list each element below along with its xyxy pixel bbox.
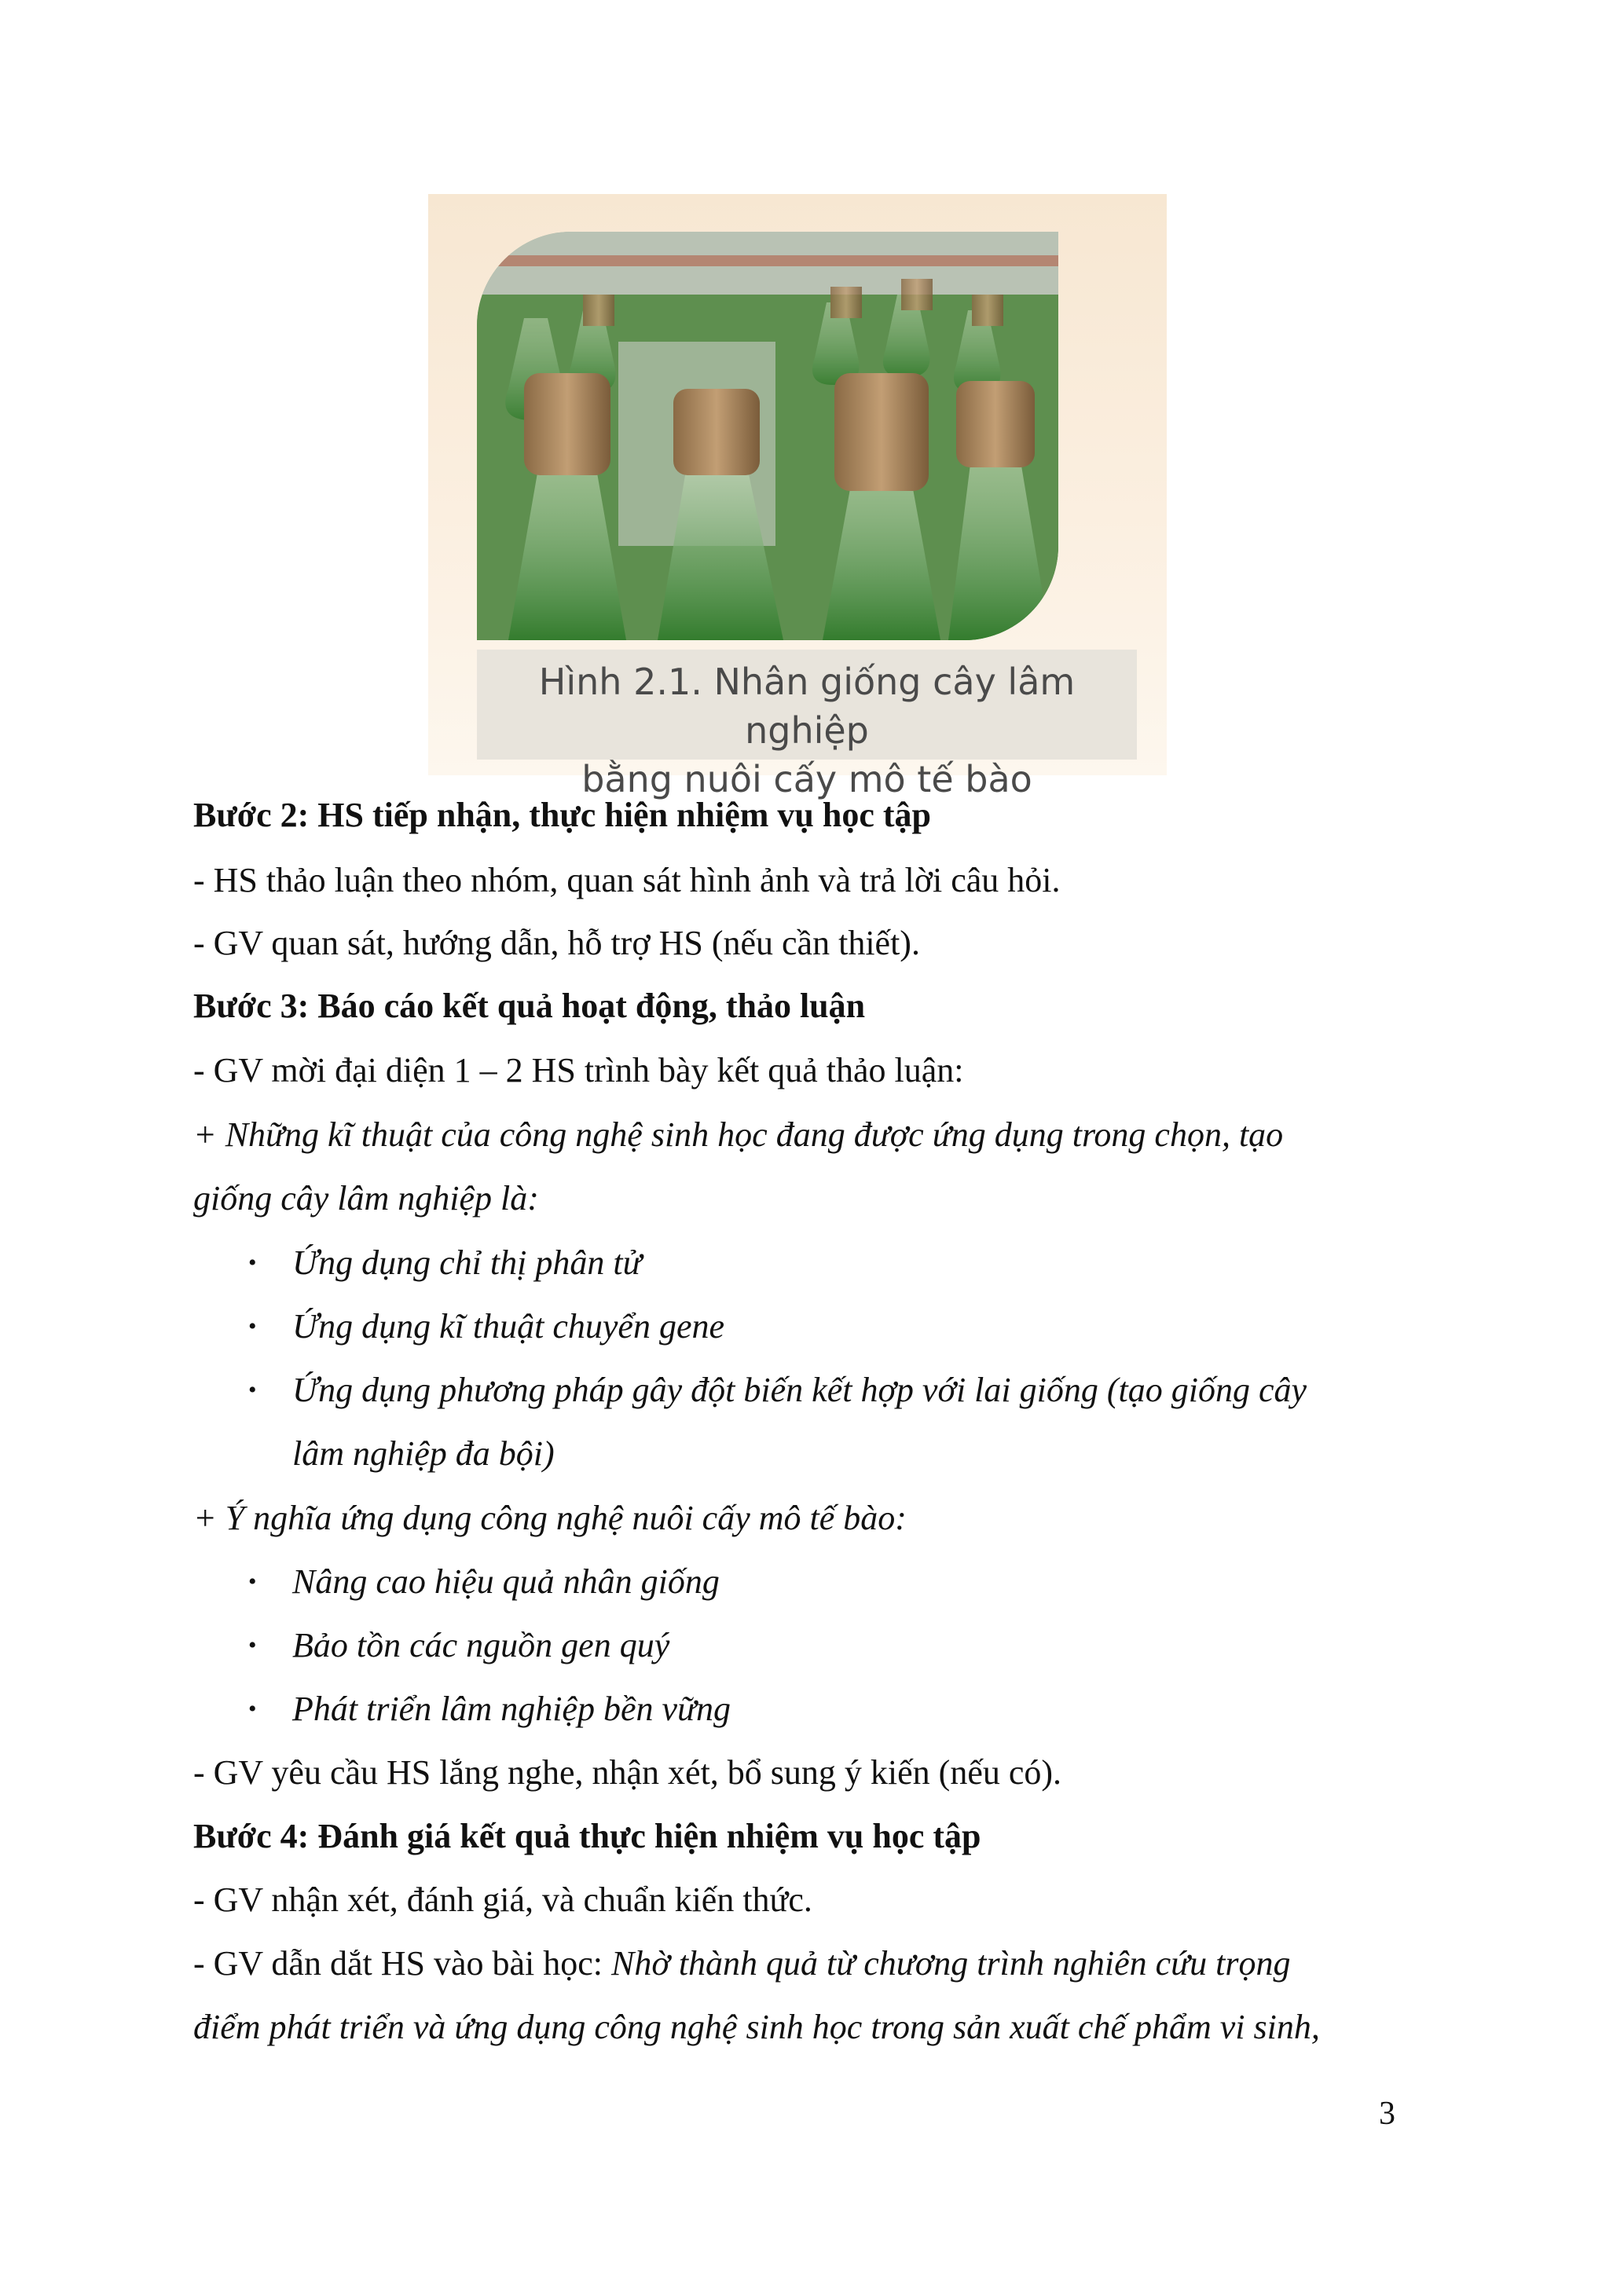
step2-item-1: - HS thảo luận theo nhóm, quan sát hình ảnh và trả lời câu hỏi. [193, 861, 1061, 899]
bullet-item-5: Bảo tồn các nguồn gen quý [292, 1626, 670, 1664]
bullet-icon: • [248, 1696, 257, 1722]
step4-heading: Bước 4: Đánh giá kết quả thực hiện nhiệm vụ học tập [193, 1817, 981, 1855]
step4-item-2-italic: Nhờ thành quả từ chương trình nghiên cứu trọng [610, 1944, 1291, 1983]
tissue-culture-photo [477, 232, 1058, 640]
step3-item-2: - GV yêu cầu HS lắng nghe, nhận xét, bổ sung ý kiến (nếu có). [193, 1753, 1062, 1792]
step3-italic-2: + Ý nghĩa ứng dụng công nghệ nuôi cấy mô tế bào: [193, 1499, 907, 1537]
bullet-icon: • [248, 1313, 257, 1339]
step3-heading: Bước 3: Báo cáo kết quả hoạt động, thảo luận [193, 987, 866, 1025]
bullet-item-3b: lâm nghiệp đa bội) [292, 1434, 555, 1473]
step4-item-2 [193, 1942, 1435, 1986]
step3-item-1: - GV mời đại diện 1 – 2 HS trình bày kết quả thảo luận: [193, 1051, 964, 1089]
page-number: 3 [1379, 2096, 1395, 2132]
bullet-item-4: Nâng cao hiệu quả nhân giống [292, 1562, 720, 1601]
step4-item-3: điểm phát triển và ứng dụng công nghệ sinh học trong sản xuất chế phẩm vi sinh, [193, 2008, 1320, 2046]
step4-item-2-prefix: - GV dẫn dắt HS vào bài học: [193, 1944, 611, 1983]
bullet-icon: • [248, 1569, 257, 1595]
bullet-item-2: Ứng dụng kĩ thuật chuyển gene [292, 1307, 725, 1346]
bullet-icon: • [248, 1250, 257, 1276]
step2-item-2: - GV quan sát, hướng dẫn, hỗ trợ HS (nếu cần thiết). [193, 924, 920, 962]
figure-caption-line2: bằng nuôi cấy mô tế bào [581, 758, 1032, 800]
flasks-illustration [477, 232, 1058, 640]
bullet-icon: • [248, 1377, 257, 1403]
bullet-item-1: Ứng dụng chỉ thị phân tử [292, 1243, 642, 1282]
figure-caption-line1: Hình 2.1. Nhân giống cây lâm nghiệp [538, 661, 1076, 752]
figure-tissue-culture [428, 194, 1167, 800]
bullet-item-3a: Ứng dụng phương pháp gây đột biến kết hợp với lai giống (tạo giống cây [292, 1371, 1307, 1409]
step2-heading: Bước 2: HS tiếp nhận, thực hiện nhiệm vụ học tập [193, 796, 931, 834]
step3-italic-1b: giống cây lâm nghiệp là: [193, 1179, 539, 1218]
bullet-icon: • [248, 1632, 257, 1658]
figure-caption [477, 657, 1137, 804]
bullet-item-6: Phát triển lâm nghiệp bền vững [292, 1690, 731, 1728]
step3-italic-1a: + Những kĩ thuật của công nghệ sinh học đang được ứng dụng trong chọn, tạo [193, 1115, 1284, 1154]
step4-item-1: - GV nhận xét, đánh giá, và chuẩn kiến thức. [193, 1880, 812, 1919]
